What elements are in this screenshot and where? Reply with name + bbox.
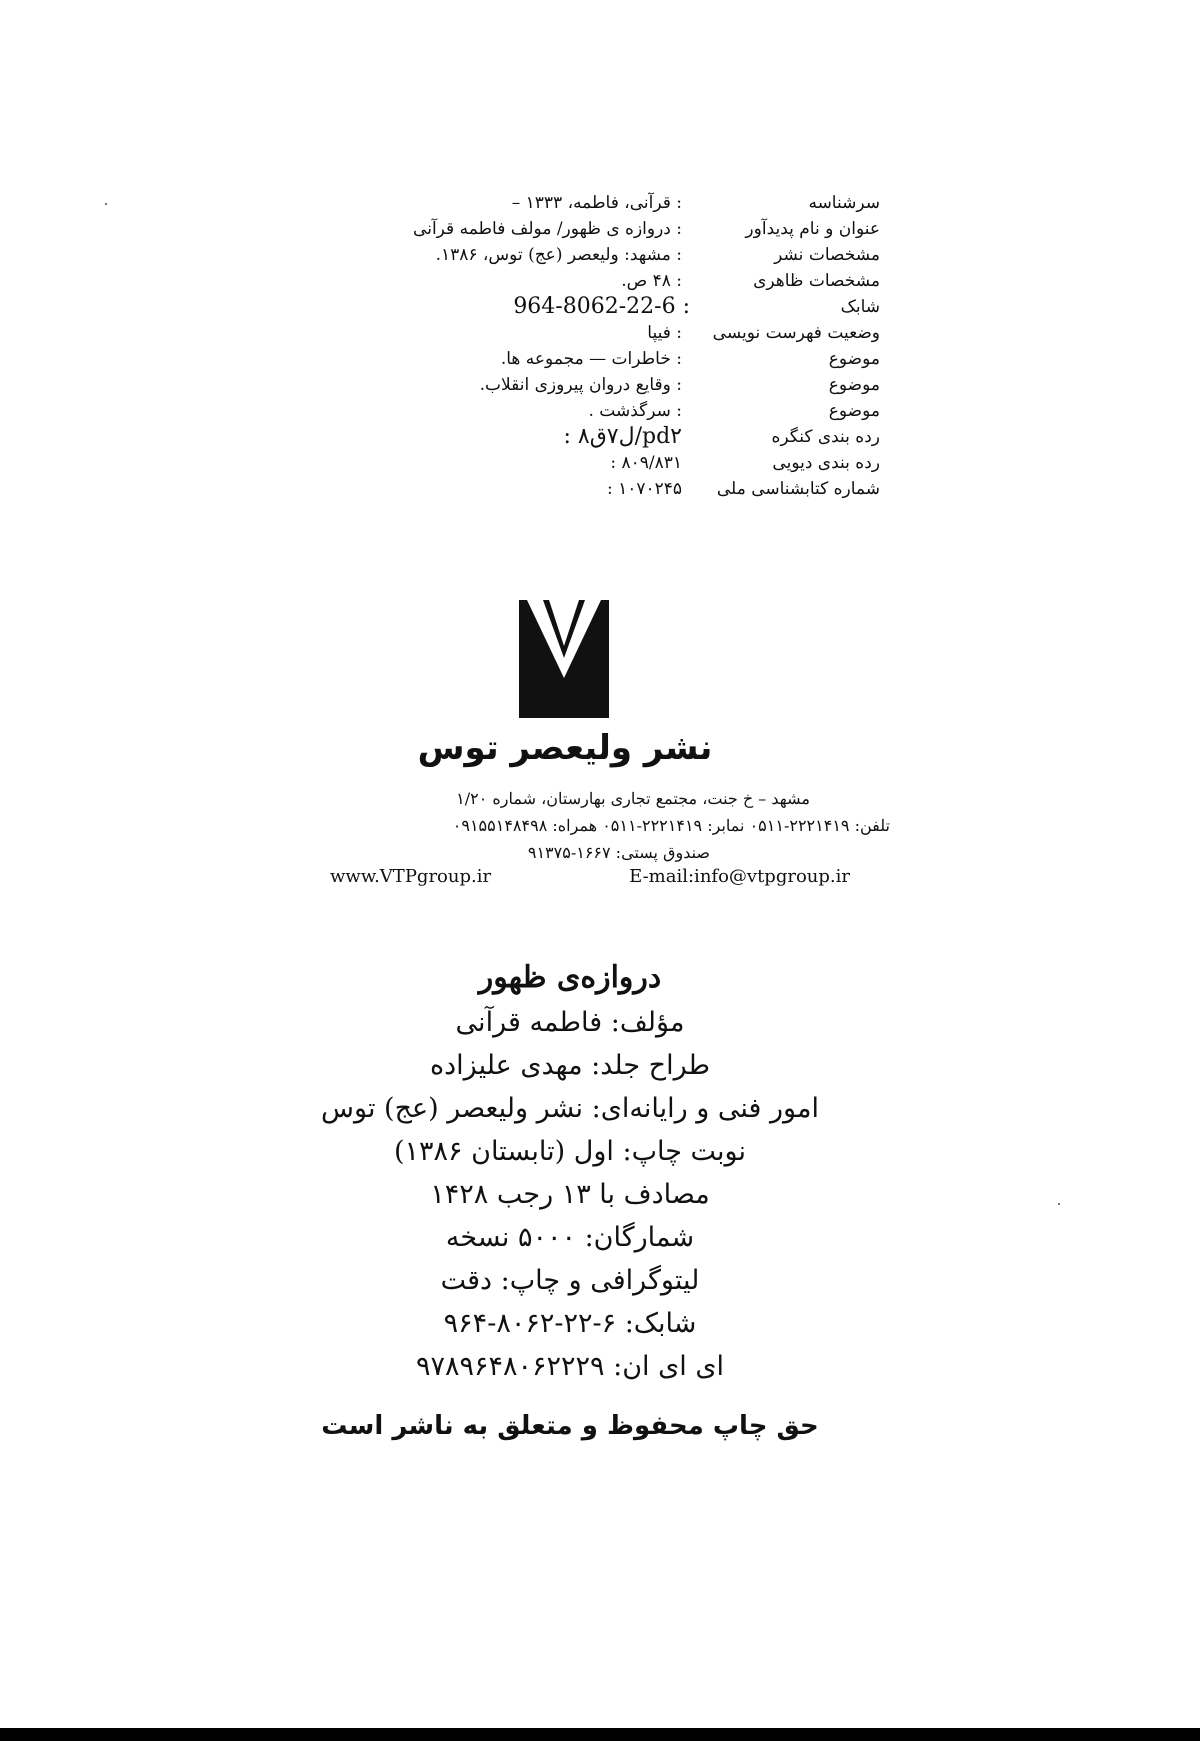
scan-speck: [105, 203, 107, 205]
cip-row: [280, 346, 880, 372]
publisher-po-box: صندوق پستی: ۱۶۶۷-۹۱۳۷۵: [527, 843, 710, 862]
cip-isbn-value: 964-8062-22-6 :: [513, 294, 690, 319]
cip-label: مشخصات نشر: [774, 245, 880, 265]
cip-label: مشخصات ظاهری: [753, 271, 880, 291]
cip-row: [280, 398, 880, 424]
printing-line: لیتوگرافی و چاپ: دقت: [440, 1265, 700, 1296]
cip-value: : وقایع دروان پیروزی انقلاب.: [479, 375, 682, 395]
publisher-logotype: نشر ولیعصر توس: [417, 728, 713, 768]
book-title: دروازه‌ی ظهور: [478, 960, 662, 995]
cip-label: موضوع: [828, 401, 880, 421]
cip-row: [280, 424, 880, 450]
cip-value: : ۴۸ ص.: [621, 271, 682, 291]
scan-border: [0, 1728, 1200, 1741]
scan-speck: [1058, 1203, 1060, 1205]
cip-value: ۸۰۹/۸۳۱ :: [610, 453, 682, 473]
cip-value: ۱۰۷۰۲۴۵ :: [606, 479, 682, 499]
print-run-line: شمارگان: ۵۰۰۰ نسخه: [445, 1222, 695, 1253]
cip-row: [280, 320, 880, 346]
cip-row: [280, 268, 880, 294]
cip-row: [280, 372, 880, 398]
ean-line: ای ای ان: ۹۷۸۹۶۴۸۰۶۲۲۲۹: [416, 1351, 724, 1382]
cip-row: [280, 190, 880, 216]
cip-row: [280, 476, 880, 502]
publisher-web-row: [330, 866, 850, 887]
copyright-notice: حق چاپ محفوظ و متعلق به ناشر است: [321, 1411, 819, 1441]
publisher-phones: تلفن: ۲۲۲۱۴۱۹-۰۵۱۱ نمابر: ۲۲۲۱۴۱۹-۰۵۱۱ همراه: ۰۹۱۵۵۱۴۸۴۹۸: [452, 816, 890, 835]
cip-row: [280, 216, 880, 242]
cip-row: [280, 242, 880, 268]
publisher-logo-icon: [519, 600, 609, 718]
cip-label: عنوان و نام پدیدآور: [745, 219, 880, 239]
cip-value: : مشهد: ولیعصر (عج) توس، ۱۳۸۶.: [435, 245, 682, 265]
cip-label: سرشناسه: [808, 193, 880, 213]
cip-row: [280, 294, 880, 320]
cip-label: رده بندی کنگره: [771, 427, 880, 447]
cip-label: شابک: [840, 297, 880, 317]
cip-value: : دروازه ی ظهور/ مولف فاطمه قرآنی: [413, 219, 682, 239]
author-line: مؤلف: فاطمه قرآنی: [455, 1007, 685, 1038]
cip-label: وضعیت فهرست نویسی: [712, 323, 880, 343]
cip-value: : فیپا: [647, 323, 682, 343]
edition-line: نوبت چاپ: اول (تابستان ۱۳۸۶): [393, 1136, 747, 1167]
publisher-website: www.VTPgroup.ir: [330, 866, 492, 887]
cataloging-block: [280, 190, 880, 502]
publisher-contact: [260, 785, 890, 887]
technical-line: امور فنی و رایانه‌ای: نشر ولیعصر (عج) توس: [321, 1093, 819, 1124]
cip-label: موضوع: [828, 375, 880, 395]
publisher-email: E-mail:info@vtpgroup.ir: [629, 866, 850, 887]
colophon: [300, 955, 840, 1456]
cover-designer-line: طراح جلد: مهدی علیزاده: [430, 1050, 710, 1081]
cip-value: pd۲/ل۷ق۸ :: [563, 424, 682, 449]
cip-label: شماره کتابشناسی ملی: [716, 479, 880, 499]
isbn-line: شابک: ۶-۲۲-۸۰۶۲-۹۶۴: [443, 1308, 697, 1339]
cip-row: [280, 450, 880, 476]
cip-value: : خاطرات — مجموعه ها.: [500, 349, 682, 369]
cip-value: : سرگذشت .: [588, 401, 682, 421]
cip-label: موضوع: [828, 349, 880, 369]
date-line: مصادف با ۱۳ رجب ۱۴۲۸: [430, 1179, 710, 1210]
publisher-address: مشهد – خ جنت، مجتمع تجاری بهارستان، شماره ۱/۲۰: [456, 789, 810, 808]
cip-label: رده بندی دیویی: [772, 453, 880, 473]
cip-value: : قرآنی، فاطمه، ۱۳۳۳ –: [511, 193, 682, 213]
